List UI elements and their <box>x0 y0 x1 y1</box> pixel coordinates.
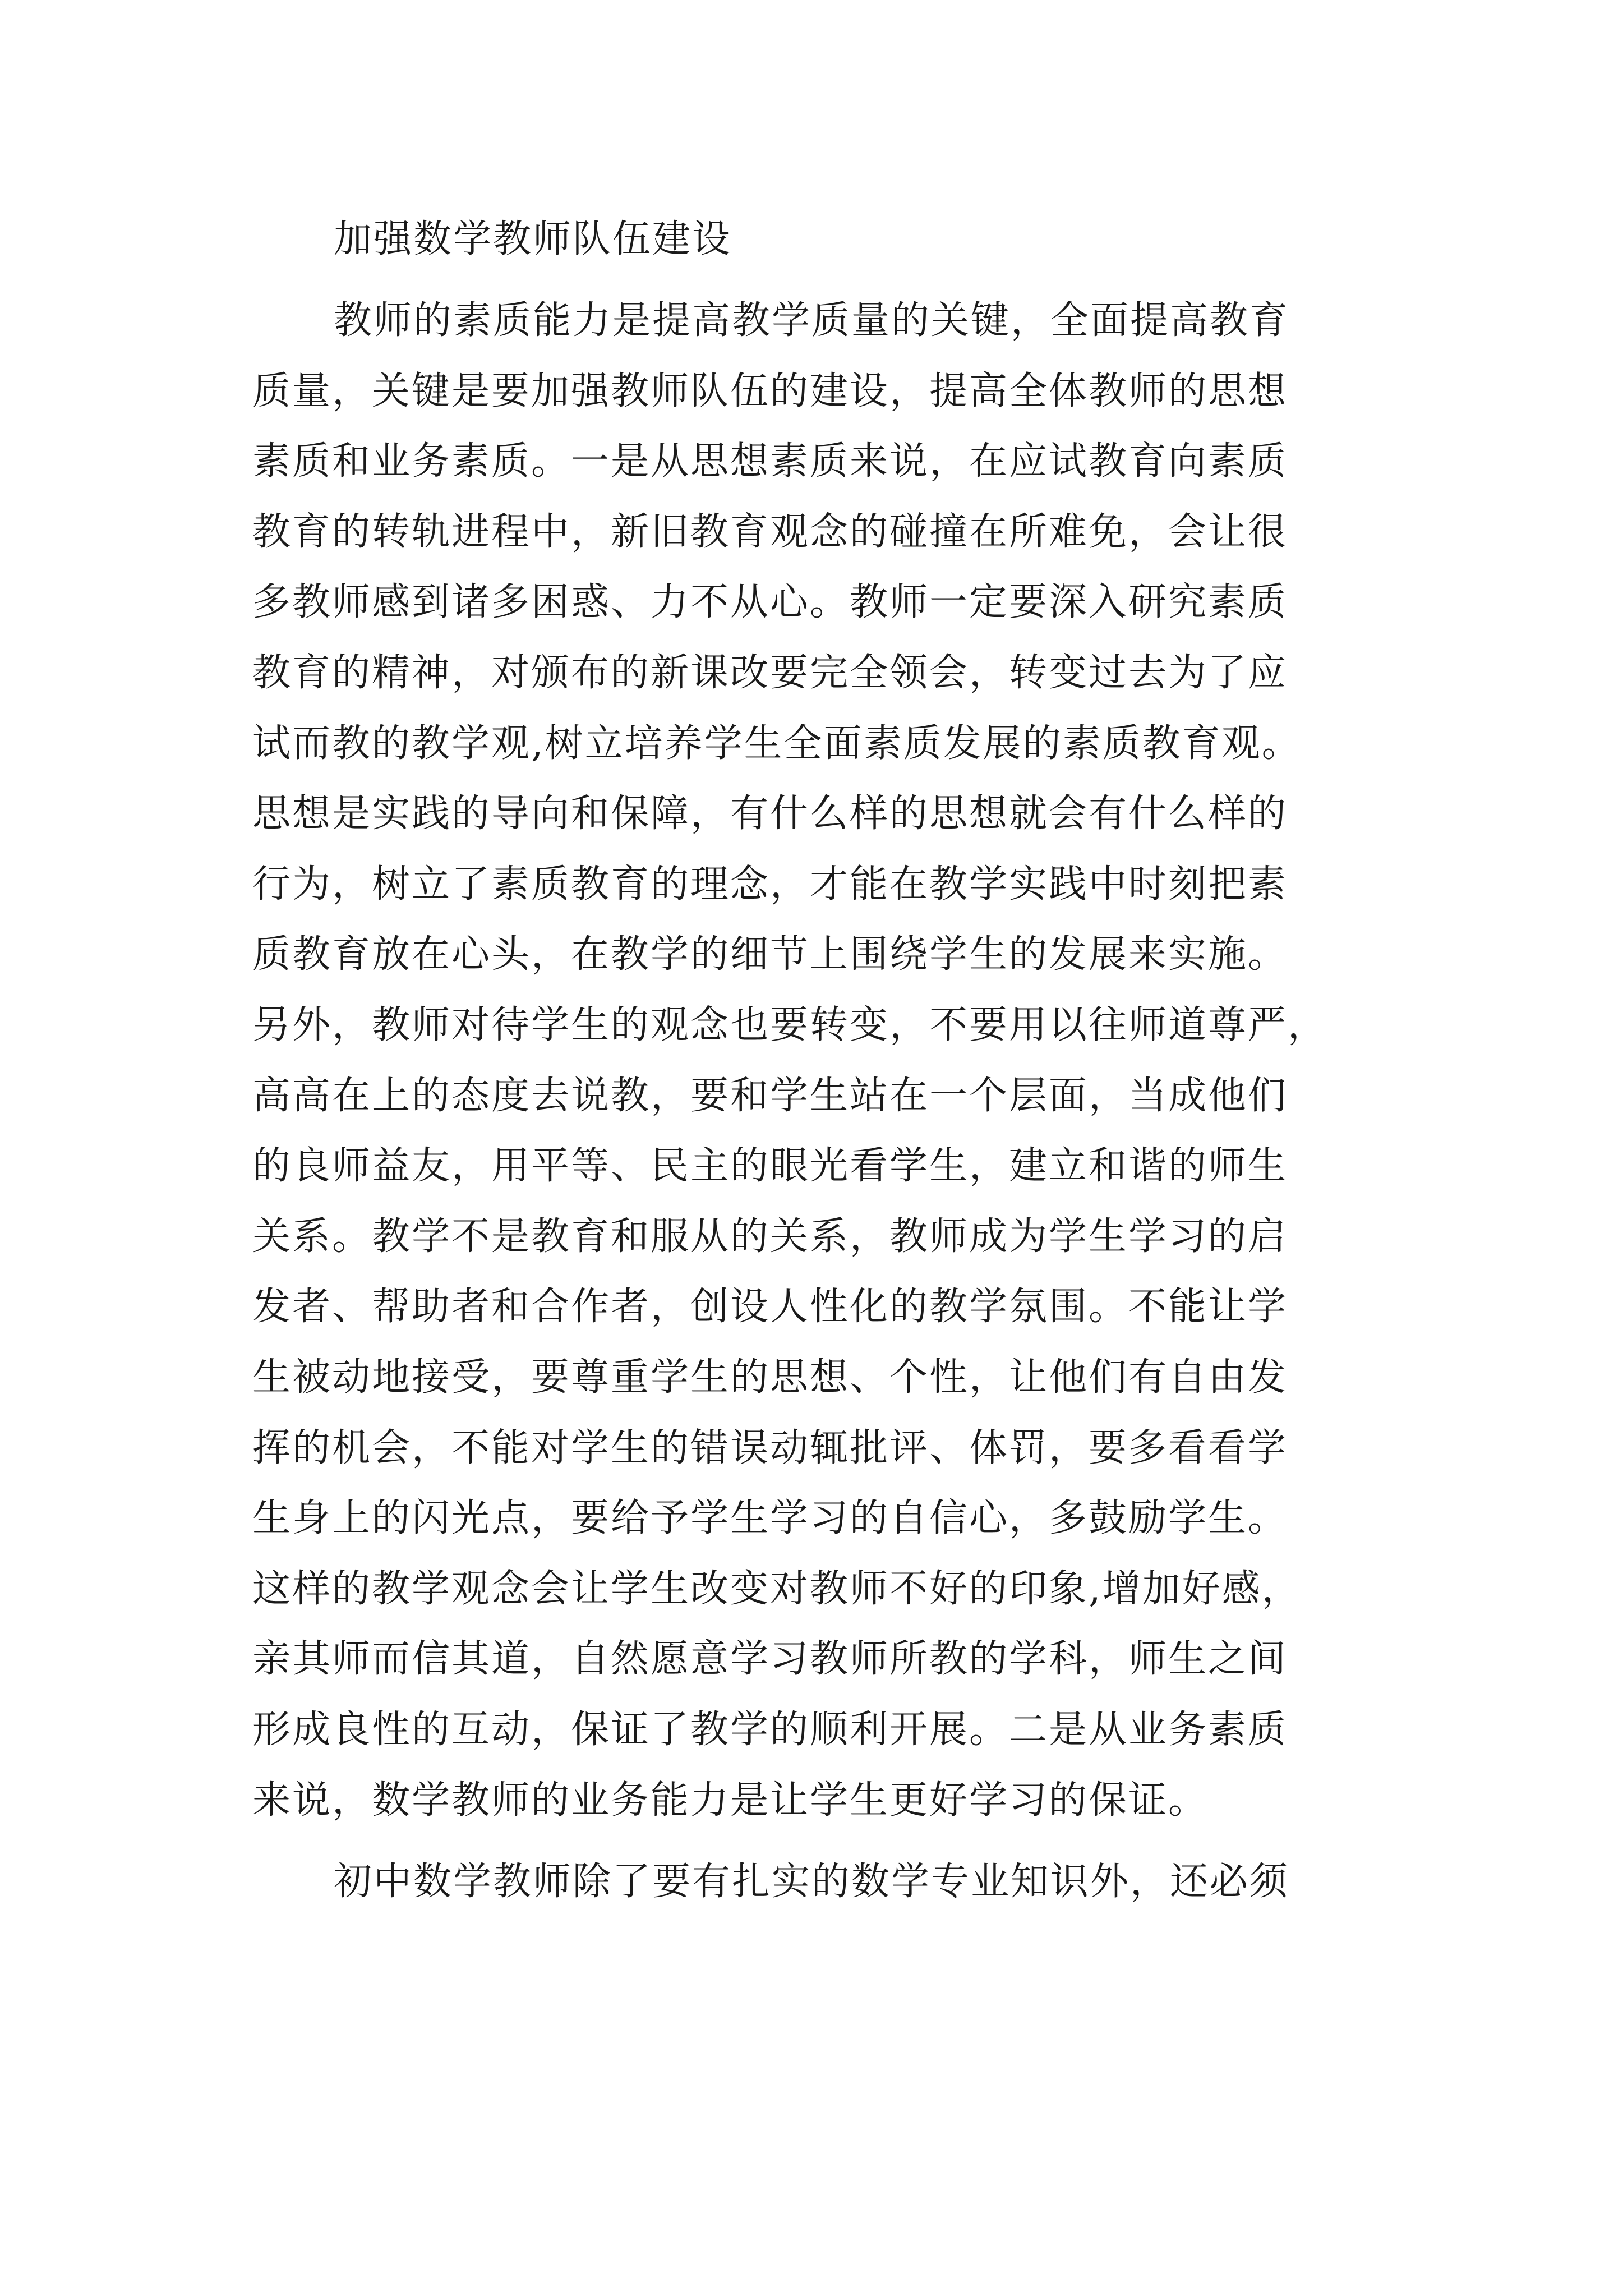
paragraph-1-line: 思想是实践的导向和保障，有什么样的思想就会有什么样的 <box>252 792 1288 836</box>
paragraph-1-line: 来说，数学教师的业务能力是让学生更好学习的保证。 <box>252 1778 1209 1823</box>
paragraph-1-line: 质教育放在心头，在教学的细节上围绕学生的发展来实施。 <box>252 932 1288 977</box>
paragraph-1-line: 形成良性的互动，保证了教学的顺利开展。二是从业务素质 <box>252 1708 1288 1752</box>
paragraph-1-line: 教育的精神，对颁布的新课改要完全领会，转变过去为了应 <box>252 651 1288 695</box>
paragraph-1-line: 这样的教学观念会让学生改变对教师不好的印象,增加好感， <box>252 1567 1302 1611</box>
paragraph-1-line: 的良师益友，用平等、民主的眼光看学生，建立和谐的师生 <box>252 1144 1288 1188</box>
paragraph-1-line: 关系。教学不是教育和服从的关系，教师成为学生学习的启 <box>252 1214 1288 1259</box>
paragraph-1-line: 亲其师而信其道，自然愿意学习教师所教的学科，师生之间 <box>252 1637 1288 1681</box>
paragraph-1-line: 生被动地接受，要尊重学生的思想、个性，让他们有自由发 <box>252 1355 1288 1400</box>
heading: 加强数学教师队伍建设 <box>334 217 732 261</box>
paragraph-1-line: 发者、帮助者和合作者，创设人性化的教学氛围。不能让学 <box>252 1285 1288 1329</box>
paragraph-1-line: 质量，关键是要加强教师队伍的建设，提高全体教师的思想 <box>252 369 1288 413</box>
paragraph-1-line: 素质和业务素质。一是从思想素质来说，在应试教育向素质 <box>252 439 1288 484</box>
paragraph-2-line: 初中数学教师除了要有扎实的数学专业知识外，还必须 <box>334 1860 1290 1904</box>
paragraph-1-line: 挥的机会，不能对学生的错误动辄批评、体罚，要多看看学 <box>252 1426 1288 1470</box>
paragraph-1-line: 行为，树立了素质教育的理念，才能在教学实践中时刻把素 <box>252 862 1288 907</box>
paragraph-1-line: 多教师感到诸多困惑、力不从心。教师一定要深入研究素质 <box>252 580 1288 624</box>
paragraph-1-line: 生身上的闪光点，要给予学生学习的自信心，多鼓励学生。 <box>252 1496 1288 1540</box>
paragraph-1-line: 教师的素质能力是提高教学质量的关键，全面提高教育 <box>334 298 1290 343</box>
paragraph-1-line: 另外，教师对待学生的观念也要转变，不要用以往师道尊严， <box>252 1003 1328 1047</box>
paragraph-1-line: 教育的转轨进程中，新旧教育观念的碰撞在所难免，会让很 <box>252 510 1288 554</box>
paragraph-1-line: 试而教的教学观,树立培养学生全面素质发展的素质教育观。 <box>252 721 1302 766</box>
paragraph-1-line: 高高在上的态度去说教，要和学生站在一个层面，当成他们 <box>252 1074 1288 1118</box>
